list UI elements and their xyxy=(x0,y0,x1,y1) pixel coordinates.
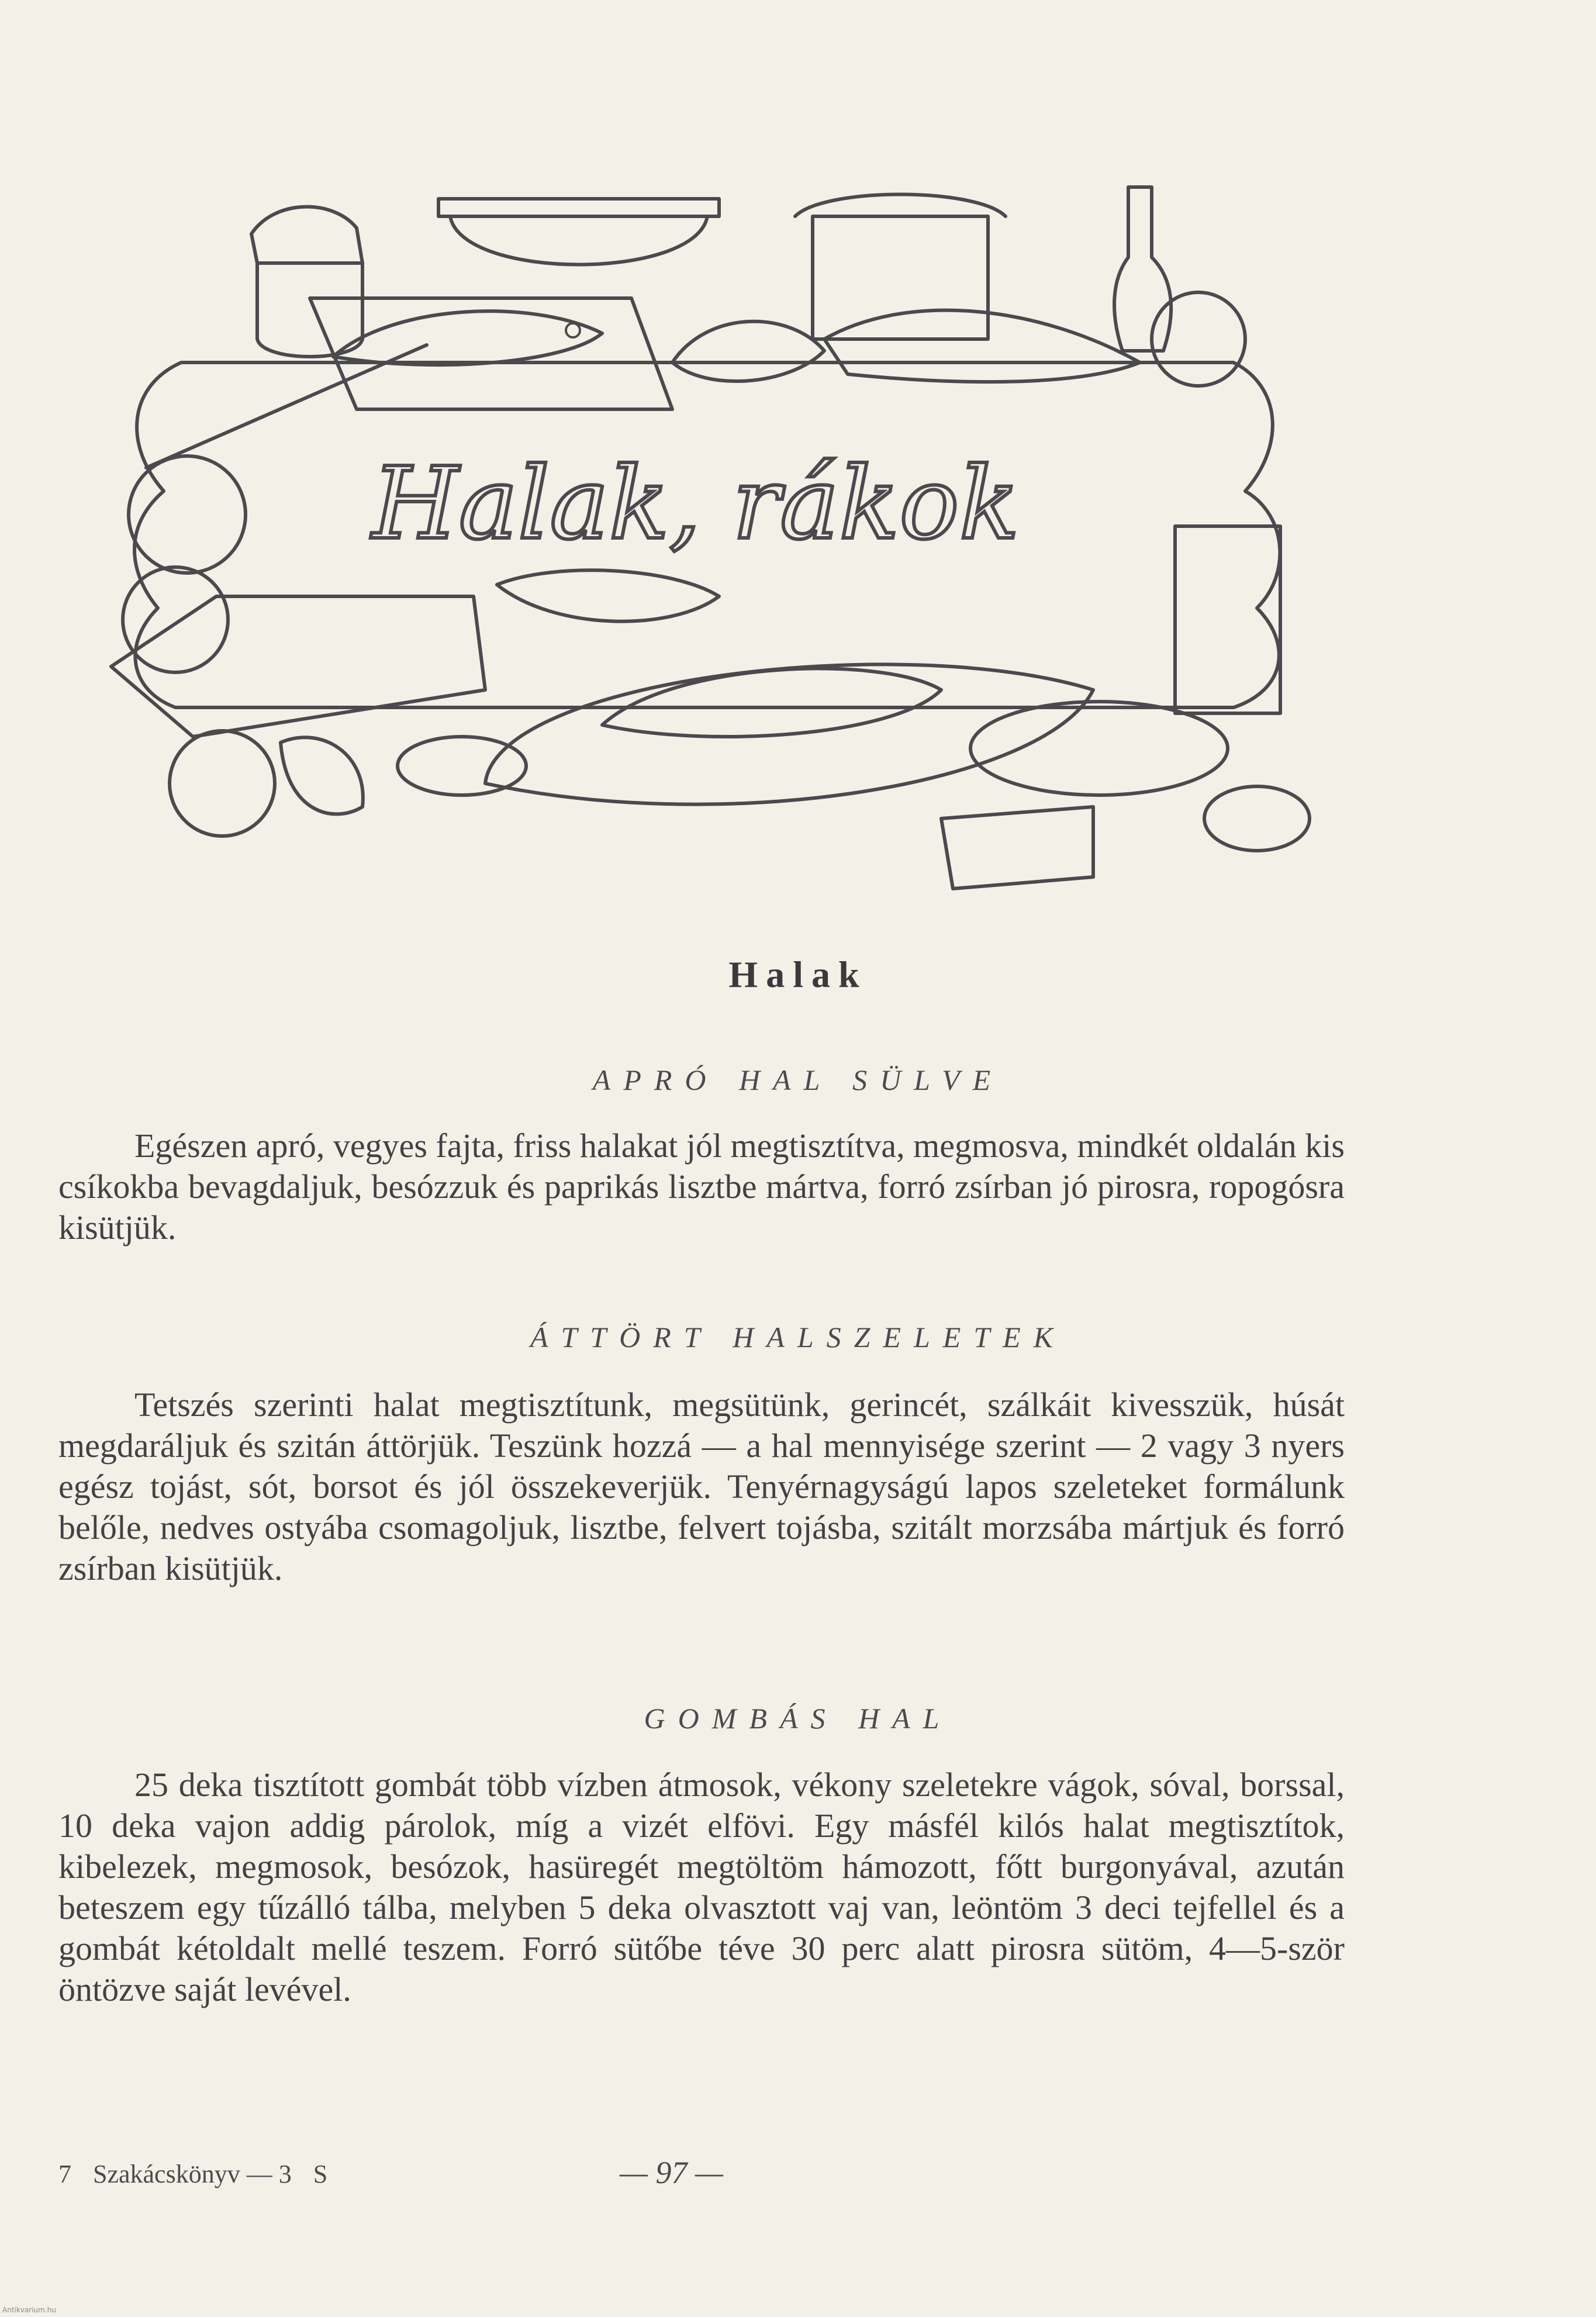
sauce-boat xyxy=(497,570,719,621)
tomato xyxy=(170,731,275,836)
fish-on-board xyxy=(333,311,602,365)
page-number: — 97 — xyxy=(620,2155,724,2190)
fish-fillets-board xyxy=(111,596,485,737)
stock-pot xyxy=(813,216,988,339)
recipe-title-1: APRÓ HAL SÜLVE xyxy=(592,1063,1004,1096)
bottle xyxy=(1114,187,1171,351)
mushroom xyxy=(129,456,246,573)
lemon xyxy=(1204,786,1310,851)
lobster xyxy=(824,310,1140,382)
signature-letter: S xyxy=(313,2160,328,2188)
butter-block xyxy=(941,807,1093,889)
small-bowl xyxy=(398,737,526,795)
signature-number: 7 xyxy=(58,2160,71,2188)
recipe-paragraph: Tetszés szerinti halat megtisztítunk, megsütünk, gerincét, szálkáit kivesszük, húsát megdaráljuk és szitán áttörjük. Teszünk hozzá — a hal mennyisége szerint — 2 vagy 3 nyers egész tojást, sót, borsot és jól összekeverjük. Tenyérnagyságú lapos szeleteket formálunk belőle, nedves ostyába csomagoljuk, lisztbe, felvert tojásba, szitált morzsába mártjuk és forró zsírban kisütjük. xyxy=(58,1386,1345,1587)
chapter-illustration xyxy=(88,164,1315,900)
recipe-title-3: GOMBÁS HAL xyxy=(644,1702,952,1735)
recipe-title-2: ÁTTÖRT HALSZELETEK xyxy=(530,1321,1066,1353)
round-plate xyxy=(970,702,1228,795)
food-still-life-illustration xyxy=(88,164,1315,900)
onion xyxy=(672,322,824,381)
section-title: Halak xyxy=(728,954,868,995)
watermark: Antikvarium.hu xyxy=(2,2306,56,2314)
recipe-body-3 xyxy=(58,1764,1345,2010)
pickle-jar xyxy=(1175,526,1280,713)
signature-text: Szakácskönyv — 3 xyxy=(93,2160,292,2188)
recipe-paragraph: 25 deka tisztított gombát több vízben átmosok, vékony szeletekre vágok, sóval, borssal, 10 deka vajon addig párolok, míg a vizét elfövi. Egy másfél kilós halat megtisztítok, kibelezek, megmosok, besózok, hasüregét megtöltöm hámozott, főtt burgonyával, azután beteszem egy tűzálló tálba, melyben 5 deka olvasztott vaj van, leöntöm 3 deci tejfellel és a gombát kétoldalt mellé teszem. Forró sütőbe téve 30 perc alatt pirosra sütöm, 4—5-ször öntözve saját levével. xyxy=(58,1766,1345,2008)
illustration-title-lettering: Halak, rákok xyxy=(372,446,1020,562)
recipe-paragraph: Egészen apró, vegyes fajta, friss halakat jól megtisztítva, megmosva, mindkét oldalán kis csíkokba bevagdaljuk, besózzuk és paprikás lisztbe mártva, forró zsírban jó pirosra, ropogósra kisütjük. xyxy=(58,1127,1345,1246)
recipe-body-1 xyxy=(58,1125,1345,1248)
pepper xyxy=(281,737,363,814)
recipe-body-2 xyxy=(58,1384,1345,1589)
jug-shape xyxy=(251,207,362,263)
platter-fish xyxy=(602,669,941,737)
page-footer xyxy=(58,2154,1345,2201)
printer-signature xyxy=(58,2159,343,2189)
